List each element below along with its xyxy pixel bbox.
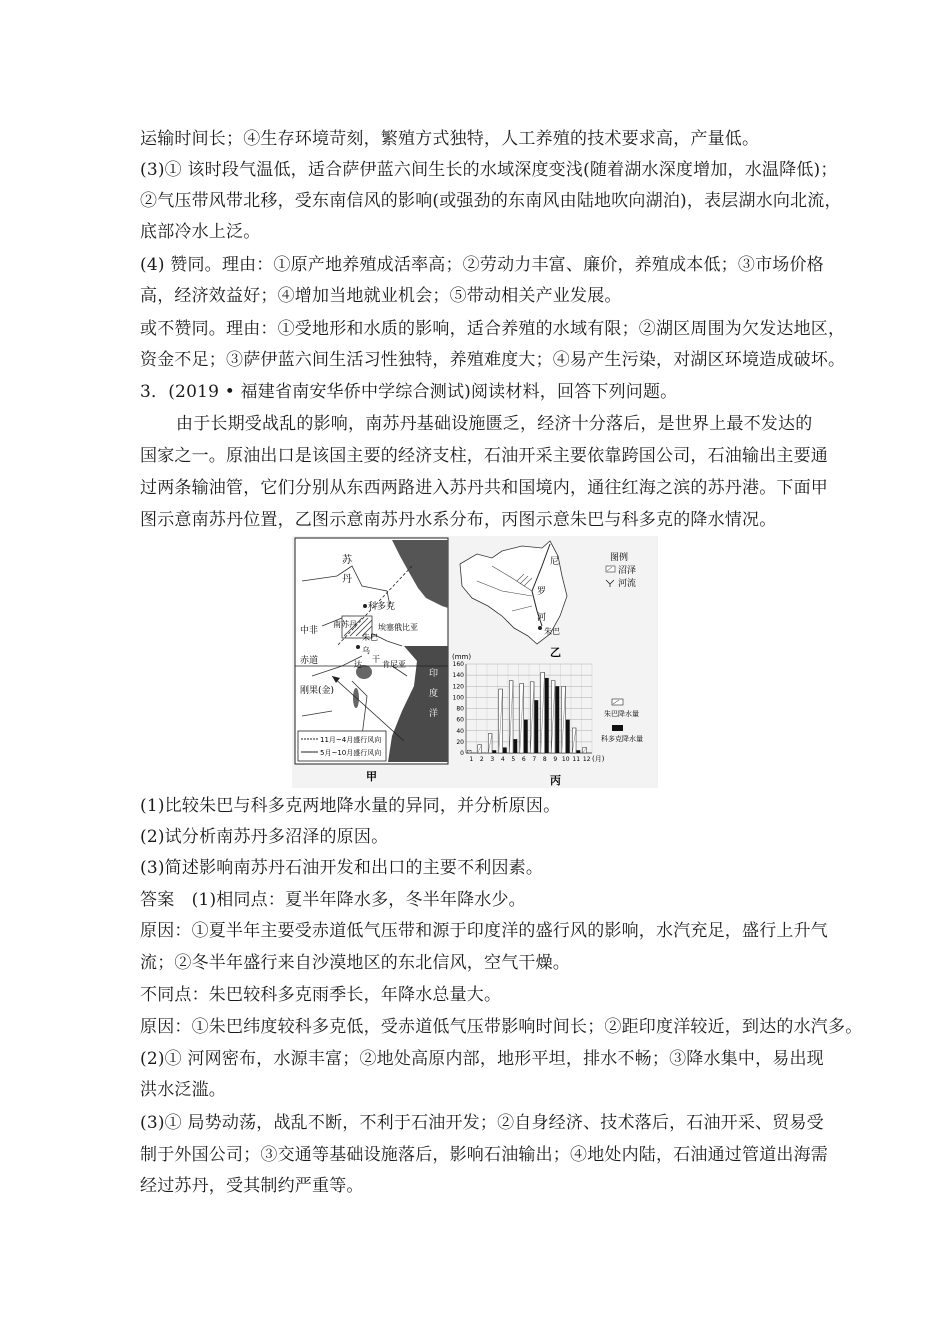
x-tick-label: 12 (582, 756, 591, 763)
text-line: 国家之一。原油出口是该国主要的经济支柱，石油开采主要依靠跨国公司，石油输出主要通 (140, 446, 828, 466)
y-tick-label: 100 (452, 694, 464, 702)
label-da: 达 (354, 660, 362, 669)
caption-jia: 甲 (366, 770, 377, 783)
x-tick-label: 7 (532, 756, 537, 763)
legend-kodok-rain: 科多克降水量 (601, 735, 643, 743)
answer-line: 经过苏丹，受其制约严重等。 (140, 1176, 364, 1196)
label-gan: 干 (372, 655, 380, 664)
bar-kodok (503, 747, 507, 753)
answer-line: 洪水泛滥。 (140, 1080, 226, 1100)
y-tick-label: 120 (452, 683, 464, 691)
x-tick-label: 3 (490, 756, 495, 763)
figure-maps-and-chart (292, 536, 658, 788)
x-tick-label: 9 (553, 756, 558, 763)
y-tick-label: 40 (456, 727, 464, 735)
label-kodok: 科多克 (368, 602, 396, 612)
label-indian-1: 印 (429, 669, 439, 679)
legend-wind-winter: 11月~4月盛行风向 (320, 736, 382, 744)
chart-ylabel: (mm) (452, 653, 472, 661)
text-line: 运输时间长；④生存环境苛刻，繁殖方式独特，人工养殖的技术要求高，产量低。 (140, 129, 760, 149)
bar-kodok (524, 720, 528, 753)
x-tick-label: 1 (469, 756, 474, 763)
legend-wind-summer: 5月~10月盛行风向 (320, 749, 382, 757)
label-indian-2: 度 (429, 689, 439, 699)
text-line: (3)① 该时段气温低，适合萨伊蓝六间生长的水域深度变浅(随着湖水深度增加，水温降低)； (140, 160, 838, 180)
answer-line: 流；②冬半年盛行来自沙漠地区的东北信风，空气干燥。 (140, 953, 570, 973)
question-3: (3)简述影响南苏丹石油开发和出口的主要不利因素。 (140, 858, 544, 878)
question-2: (2)试分析南苏丹多沼泽的原因。 (140, 827, 389, 847)
label-luo: 罗 (537, 587, 547, 597)
map-jia (295, 538, 448, 783)
y-tick-label: 60 (456, 716, 464, 724)
x-tick-label: 10 (561, 756, 570, 763)
legend-title: 图例 (610, 553, 629, 563)
answer-line: (2)① 河网密布，水源丰富；②地处高原内部，地形平坦，排水不畅；③降水集中，易出现 (140, 1049, 824, 1069)
x-tick-label: 5 (511, 756, 516, 763)
answer-line: (3)① 局势动荡，战乱不断，不利于石油开发；②自身经济、技术落后，石油开采、贸易受 (140, 1113, 824, 1133)
question-1: (1)比较朱巴与科多克两地降水量的异同，并分析原因。 (140, 796, 561, 816)
label-ethiopia: 埃塞俄比亚 (378, 623, 418, 632)
answer-line: 原因：①朱巴纬度较科多克低，受赤道低气压带影响时间长；②距印度洋较近，到达的水汽多。 (140, 1017, 863, 1037)
caption-bing: 丙 (550, 774, 561, 787)
y-tick-label: 20 (456, 738, 464, 746)
legend-river: 河流 (618, 579, 637, 589)
y-tick-label: 160 (452, 661, 464, 668)
label-equator: 赤道 (300, 656, 319, 666)
text-line: (4) 赞同。理由：①原产地养殖成活率高；②劳动力丰富、廉价，养殖成本低；③市场价格 (140, 255, 824, 275)
question-heading: 3．(2019 • 福建省南安华侨中学综合测试)阅读材料，回答下列问题。 (140, 382, 678, 402)
text-line: 由于长期受战乱的影响，南苏丹基础设施匮乏，经济十分落后，是世界上最不发达的 (176, 414, 813, 434)
chart-xlabel: (月) (592, 755, 605, 763)
bar-kodok (513, 739, 517, 753)
answer-line: 不同点：朱巴较科多克雨季长，年降水总量大。 (140, 985, 502, 1005)
label-congo: 刚果(金) (300, 686, 335, 696)
bar-kodok (545, 678, 549, 753)
text-line: 过两条输油管，它们分别从东西两路进入苏丹共和国境内，通往红海之滨的苏丹港。下面甲 (140, 478, 828, 498)
legend-juba-rain: 朱巴降水量 (604, 710, 639, 718)
label-sudan-1: 苏 (342, 555, 352, 566)
label-juba: 朱巴 (362, 633, 378, 642)
label-juba-yi: 朱巴 (544, 627, 560, 636)
answer-line: 答案 (1)相同点：夏半年降水多，冬半年降水少。 (140, 890, 526, 910)
text-line: ②气压带风带北移，受东南信风的影响(或强劲的东南风由陆地吹向湖泊)，表层湖水向北流， (140, 191, 842, 211)
bar-kodok (555, 686, 559, 753)
label-indian-3: 洋 (429, 709, 439, 719)
y-tick-label: 80 (456, 705, 464, 713)
x-tick-label: 2 (479, 756, 484, 763)
x-tick-label: 4 (500, 756, 505, 763)
bar-kodok (566, 720, 570, 753)
label-he: 河 (537, 613, 547, 623)
label-ni: 尼 (550, 557, 560, 567)
label-wu: 乌 (362, 646, 370, 655)
bar-kodok (492, 750, 496, 753)
answer-line: 原因：①夏半年主要受赤道低气压带和源于印度洋的盛行风的影响，水汽充足，盛行上升气 (140, 921, 828, 941)
label-kenya: 肯尼亚 (382, 660, 406, 669)
y-tick-label: 0 (460, 750, 464, 757)
text-line: 底部冷水上泛。 (140, 222, 261, 242)
label-central-africa: 中非 (300, 626, 319, 636)
text-line: 高，经济效益好；④增加当地就业机会；⑤带动相关产业发展。 (140, 286, 622, 306)
label-sudan-2: 丹 (342, 574, 352, 585)
label-south-sudan: 南苏丹 (333, 620, 357, 629)
x-tick-label: 6 (521, 756, 526, 763)
legend-swamp: 沼泽 (618, 566, 637, 576)
caption-yi: 乙 (550, 646, 561, 659)
y-tick-label: 140 (452, 672, 464, 680)
text-line: 图示意南苏丹位置，乙图示意南苏丹水系分布，丙图示意朱巴与科多克的降水情况。 (140, 510, 777, 530)
text-line: 或不赞同。理由：①受地形和水质的影响，适合养殖的水域有限；②湖区周围为欠发达地区， (140, 319, 846, 339)
text-line: 资金不足；③萨伊蓝六间生活习性独特，养殖难度大；④易产生污染，对湖区环境造成破坏。 (140, 350, 846, 370)
x-tick-label: 11 (572, 756, 581, 763)
bar-kodok (576, 750, 580, 753)
answer-line: 制于外国公司；③交通等基础设施落后，影响石油输出；④地处内陆，石油通过管道出海需 (140, 1145, 828, 1165)
x-tick-label: 8 (542, 756, 547, 763)
bar-kodok (534, 700, 538, 753)
